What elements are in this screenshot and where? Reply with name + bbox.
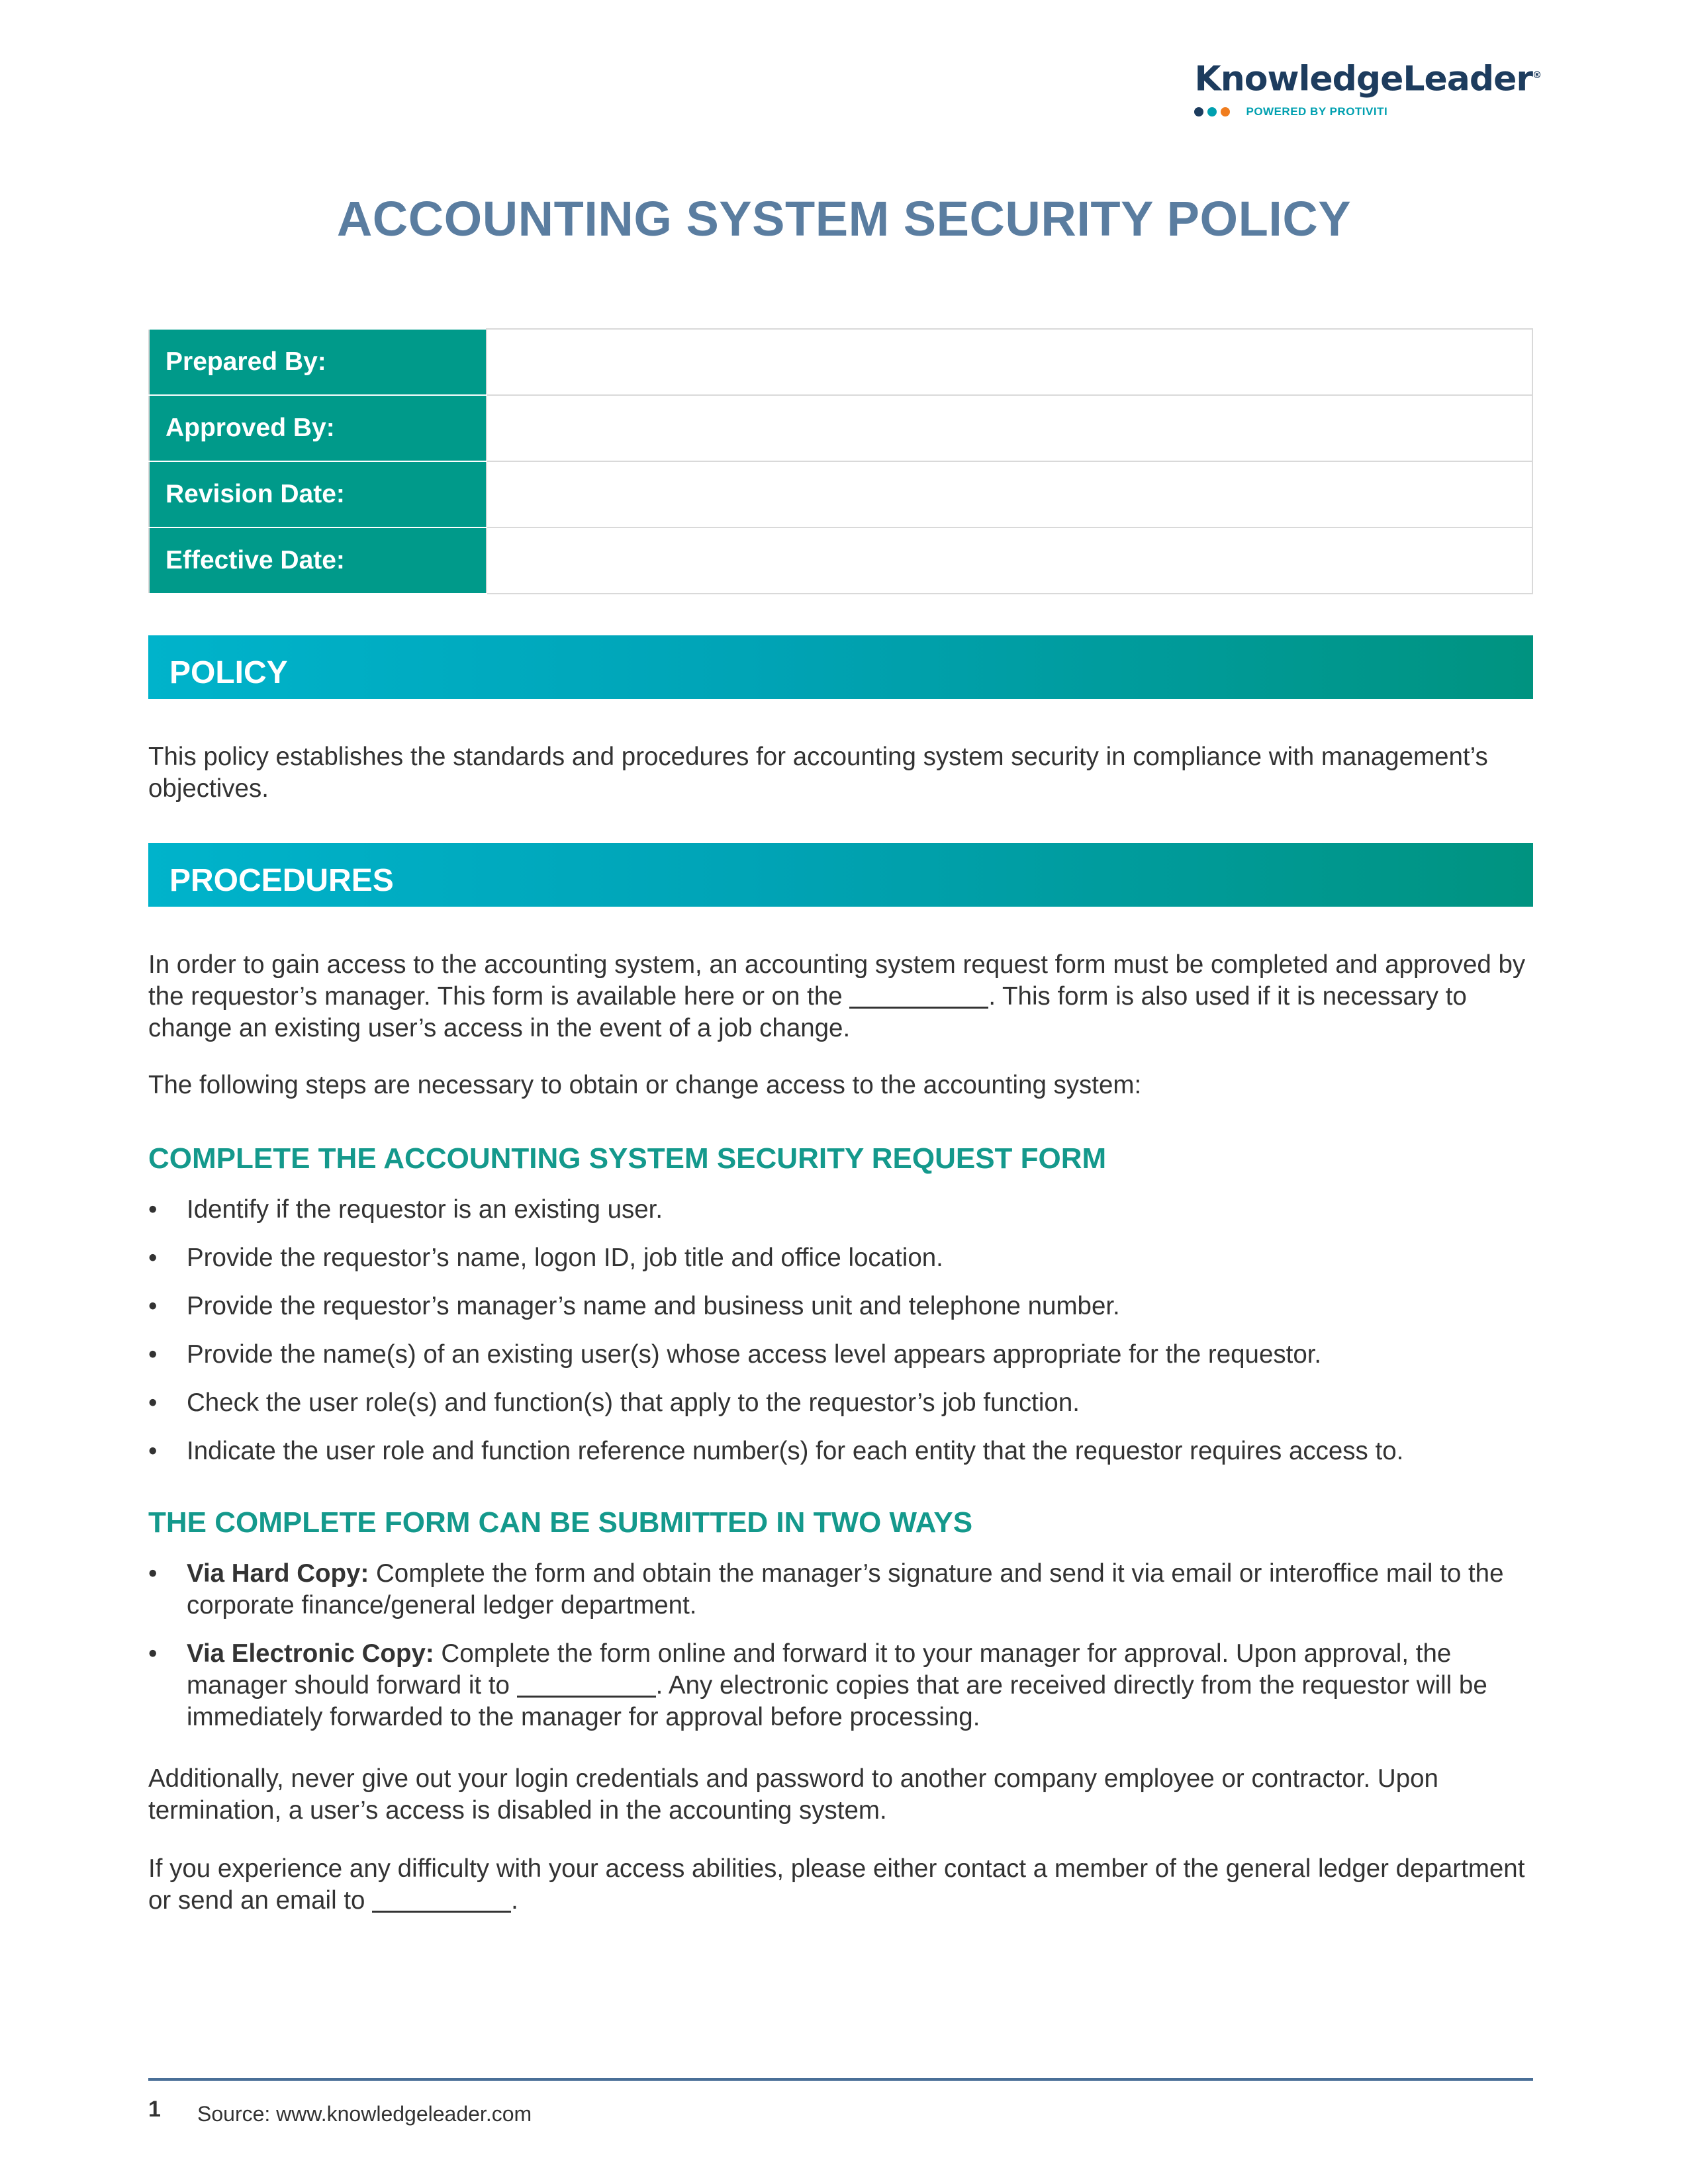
additional-paragraph: Additionally, never give out your login credentials and password to another company employee or contractor. Upon termination, a user’s access is disabled in the accounting system. [148,1764,1438,1825]
hard-copy-label: Via Hard Copy: [187,1559,369,1588]
bullet-icon: • [148,1639,158,1668]
revision-date-value [487,461,1532,527]
difficulty-text: If you experience any difficulty with your access abilities, please either contact a member of the general ledger department or send an email to [148,1854,1525,1915]
blank-line [849,984,988,1009]
list-item-electronic-copy [148,1638,1538,1733]
source-text: Source: www.knowledgeleader.com [197,2102,532,2126]
approved-by-label: Approved By: [149,395,487,461]
page-number: 1 [148,2097,161,2122]
bullet-icon: • [148,1292,158,1320]
hard-copy-text: Complete the form and obtain the manager’s signature and send it via email or interoffice mail to the corporate finance/general ledger department. [187,1559,1504,1619]
procedures-intro [148,949,1538,1044]
procedures-intro-text-2: . This form is also used if it is necessary to change an existing user’s access in the event of a job change. [148,982,1467,1042]
document-title: ACCOUNTING SYSTEM SECURITY POLICY [336,191,1352,246]
list-item: • Check the user role(s) and function(s) that apply to the requestor’s job function. [148,1387,1538,1419]
logo-dot-orange-icon [1221,107,1230,116]
complete-form-heading: COMPLETE THE ACCOUNTING SYSTEM SECURITY REQUEST FORM [148,1142,1107,1175]
bullet-icon: • [148,1388,158,1417]
bullet-icon: • [148,1559,158,1588]
effective-date-label: Effective Date: [149,527,487,594]
policy-section-header: POLICY [148,635,1533,699]
procedures-intro-text-1: In order to gain access to the accounting system, an accounting system request form must be completed and approved by the requestor’s manager. This form is available here or on the [148,950,1526,1011]
bullet-icon: • [148,1244,158,1272]
revision-date-label: Revision Date: [149,461,487,527]
table-row [149,461,1532,527]
logo-registered-mark: ® [1532,70,1541,81]
footer-divider [148,2078,1533,2081]
list-item: • Provide the requestor’s manager’s name and business unit and telephone number. [148,1291,1538,1322]
logo-dot-navy-icon [1194,107,1203,116]
list-item: • Provide the name(s) of an existing user(s) whose access level appears appropriate for the requestor. [148,1339,1538,1371]
logo-dot-teal-icon [1207,107,1217,116]
blank-line [517,1673,656,1698]
table-row [149,329,1532,395]
submit-ways-list [148,1558,1538,1733]
steps-intro: The following steps are necessary to obtain or change access to the accounting system: [148,1071,1142,1099]
list-item: • Indicate the user role and function reference number(s) for each entity that the requestor requires access to. [148,1435,1538,1467]
electronic-copy-label: Via Electronic Copy: [187,1639,434,1668]
list-item-hard-copy [148,1558,1538,1621]
bullet-icon: • [148,1340,158,1369]
policy-text: This policy establishes the standards and procedures for accounting system security in compliance with management’s objectives. [148,743,1488,803]
document-info-table [148,328,1533,594]
submit-ways-heading: THE COMPLETE FORM CAN BE SUBMITTED IN TWO WAYS [148,1506,973,1539]
bullet-icon: • [148,1195,158,1224]
effective-date-value [487,527,1532,594]
approved-by-value [487,395,1532,461]
list-item: • Provide the requestor’s name, logon ID, job title and office location. [148,1242,1538,1274]
complete-form-list [148,1194,1538,1467]
electronic-copy-text-2: . Any electronic copies that are received directly from the requestor will be immediately forwarded to the manager for approval before processing. [187,1671,1487,1731]
knowledgeleader-logo [1194,54,1541,118]
procedures-section-header: PROCEDURES [148,843,1533,907]
list-item: • Identify if the requestor is an existing user. [148,1194,1538,1226]
table-row [149,395,1532,461]
difficulty-paragraph: If you experience any difficulty with your access abilities, please either contact a member of the general ledger department or send an email to . [148,1854,1525,1915]
electronic-copy-text-1: Complete the form online and forward it to your manager for approval. Upon approval, the manager should forward it to [187,1639,1452,1700]
logo-tagline: POWERED BY PROTIVITI [1246,105,1388,118]
logo-name: KnowledgeLeader [1194,59,1532,99]
table-row [149,527,1532,594]
prepared-by-value [487,329,1532,395]
logo-tagline-row [1194,105,1513,118]
bullet-icon: • [148,1437,158,1465]
blank-line [372,1888,511,1913]
prepared-by-label: Prepared By: [149,329,487,395]
